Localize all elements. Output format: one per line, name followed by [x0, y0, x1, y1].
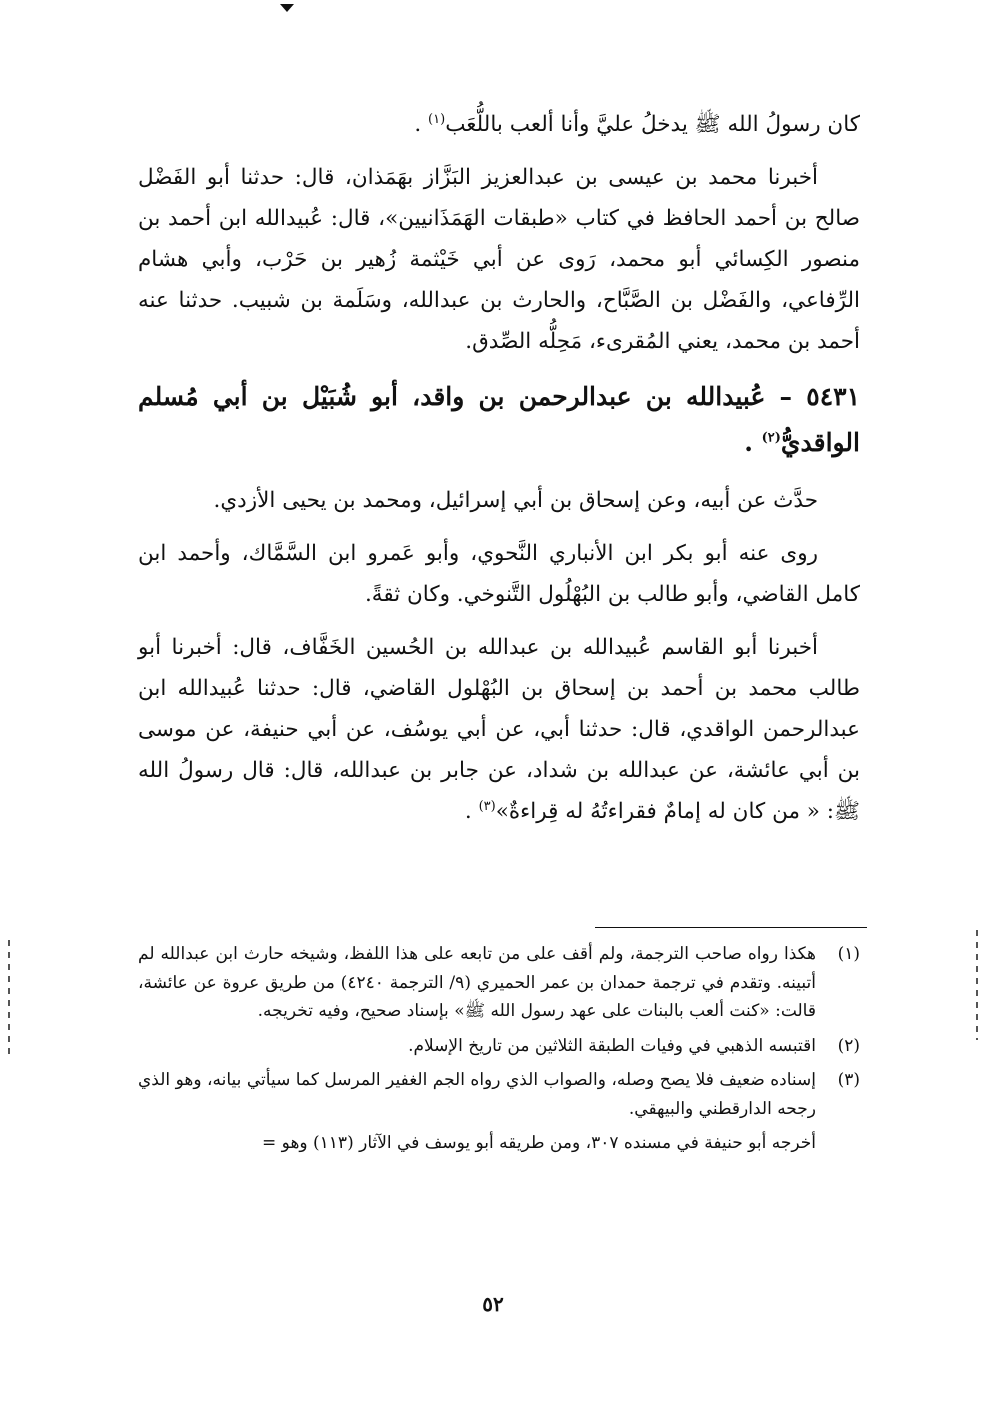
paragraph-1-text: كان رسولُ الله ﷺ يدخلُ عليَّ وأنا ألعب باللُّعَب: [445, 112, 860, 137]
footnote-continuation: أخرجه أبو حنيفة في مسنده ٣٠٧، ومن طريقه أبو يوسف في الآثار (١١٣) وهو =: [262, 1133, 816, 1153]
footnote-separator: [595, 927, 867, 928]
main-text: [138, 104, 860, 844]
footnote-ref-3: (٣): [478, 798, 496, 814]
paragraph-4: روى عنه أبو بكر ابن الأنباري النَّحوي، وأبو عَمرو ابن السَّمَّاك، وأحمد ابن كامل القاضي، وأبو طالب بن البُهْلُول التَّنوخي. وكان ثقةً.: [138, 541, 860, 607]
footnote-number: (٢): [837, 1035, 860, 1056]
paragraph-1: [138, 104, 860, 145]
top-mark: [280, 4, 294, 12]
paragraph-1-end: .: [414, 112, 429, 137]
paragraph-2: أخبرنا محمد بن عيسى بن عبدالعزيز البَزَّاز بهَمَذان، قال: حدثنا أبو الفَضْل صالح بن أحمد الحافظ في كتاب «طبقات الهَمَذَانيين»، قال: عُبيدالله ابن أحمد بن منصور الكِسائي أبو محمد، رَوى عن أبي خَيْثمة زُهير بن حَرْب، وأبي هشام الرِّفاعي، والفَضْل بن الصَّبَّاح، والحارث بن عبدالله، وسَلَمة بن شبيب. حدثنا عنه أحمد بن محمد، يعني المُقرىء، مَحِلُّه الصِّدق.: [138, 165, 860, 354]
footnote-2: [138, 1032, 860, 1061]
scan-edge-right: [976, 930, 978, 1040]
footnote-text: اقتبسه الذهبي في وفيات الطبقة الثلاثين من تاريخ الإسلام.: [408, 1035, 816, 1056]
footnote-3: [138, 1066, 860, 1123]
paragraph-5-text: أخبرنا أبو القاسم عُبيدالله بن عبدالله بن الحُسين الخَفَّاف، قال: أخبرنا أبو طالب محمد بن أحمد بن إسحاق بن البُهْلول القاضي، قال: حدثنا عُبيدالله ابن عبدالرحمن الواقدي، قال: حدثنا أبي، عن أبي يوسُف، عن أبي حنيفة، عن موسى بن أبي عائشة، عن عبدالله بن شداد، عن جابر بن عبدالله، قال: قال رسولُ الله ﷺ: « من كان له إمامٌ فقراءتُهُ له قِراءةٌ»: [138, 635, 860, 824]
paragraph-5-end: .: [464, 799, 479, 824]
footnote-text: إسناده ضعيف فلا يصح وصله، والصواب الذي رواه الجم الغفير المرسل كما سيأتي بيانه، وهو الذي رجحه الدارقطني والبيهقي.: [138, 1070, 816, 1119]
footnote-number: (٣): [837, 1070, 860, 1090]
footnote-number: (١): [837, 944, 860, 964]
footnote-ref-1: (١): [428, 111, 446, 127]
paragraph-5: [138, 627, 860, 832]
entry-heading: [138, 374, 860, 466]
entry-heading-text: ٥٤٣١ – عُبيدالله بن عبدالرحمن بن واقد، أبو شُبَيْل بن أبي مُسلم الواقديُّ: [138, 382, 860, 457]
paragraph-3: حدَّث عن أبيه، وعن إسحاق بن أبي إسرائيل، ومحمد بن يحيى الأزدي.: [213, 488, 818, 513]
entry-heading-end: .: [744, 428, 762, 457]
footnotes: [138, 940, 860, 1158]
footnote-1: [138, 940, 860, 1026]
footnote-text: هكذا رواه صاحب الترجمة، ولم أقف على من تابعه على هذا اللفظ، وشيخه حارث ابن عبدالله لم أتبينه. وتقدم في ترجمة حمدان بن عمر الحميري (٩/ الترجمة ٤٢٤٠) من طريق عروة عن عائشة، قالت: «كنت ألعب بالبنات على عهد رسول الله ﷺ» بإسناد صحيح، وفيه تخريجه.: [138, 944, 816, 1021]
page-number: ٥٢: [482, 1292, 504, 1316]
scan-edge-left: [8, 940, 10, 1060]
footnote-ref-2: (٢): [761, 430, 781, 446]
